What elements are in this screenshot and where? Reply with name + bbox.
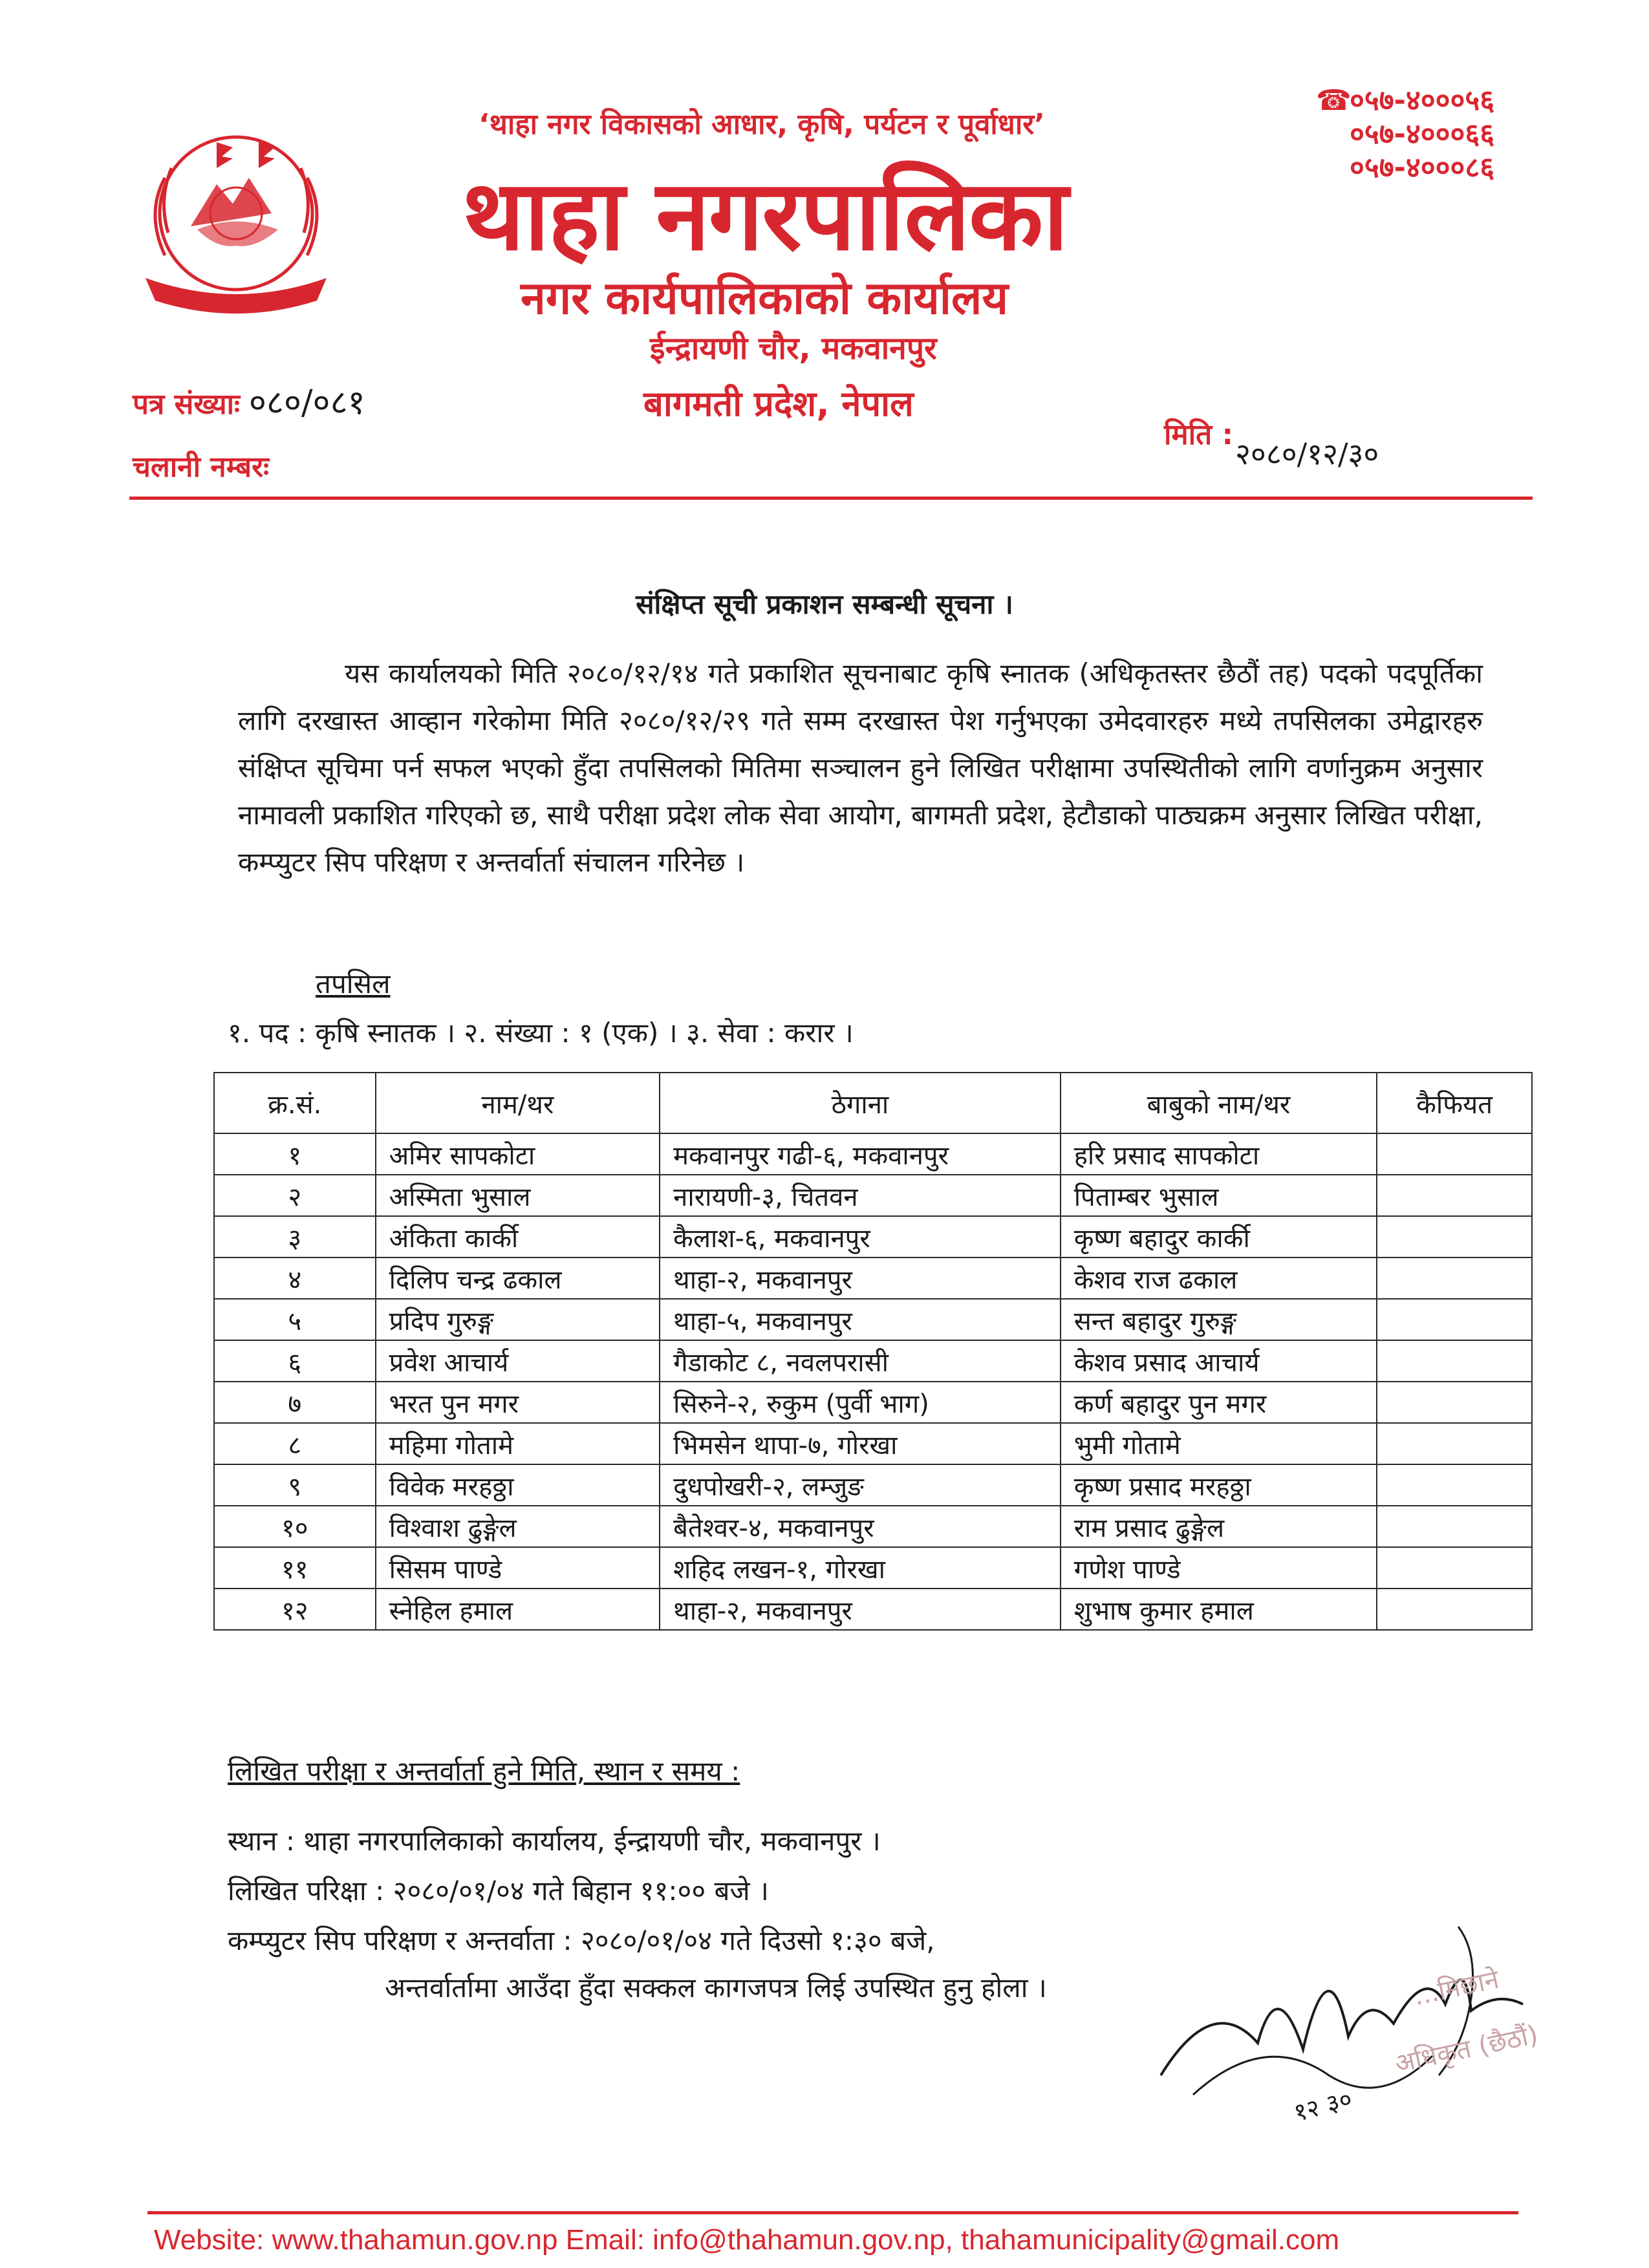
phone-number: ०५७-४०००८६ bbox=[1350, 151, 1495, 184]
cell-address: नारायणी-३, चितवन bbox=[660, 1175, 1061, 1216]
column-header-remarks: कैफियत bbox=[1377, 1073, 1532, 1133]
cell-remarks bbox=[1377, 1175, 1532, 1216]
column-header-name: नाम/थर bbox=[376, 1073, 660, 1133]
post-details: १. पद : कृषि स्नातक । २. संख्या : १ (एक) । ३. सेवा : करार । bbox=[228, 1017, 854, 1049]
cell-remarks bbox=[1377, 1257, 1532, 1299]
letter-number-row bbox=[133, 378, 365, 424]
cell-address: थाहा-२, मकवानपुर bbox=[660, 1589, 1061, 1630]
written-exam-schedule: लिखित परिक्षा : २०८०/०१/०४ गते बिहान ११:०० बजे । bbox=[228, 1875, 769, 1907]
table-row bbox=[214, 1216, 1532, 1257]
cell-address: गैडाकोट ८, नवलपरासी bbox=[660, 1340, 1061, 1382]
notice-title: संक्षिप्त सूची प्रकाशन सम्बन्धी सूचना । bbox=[636, 588, 1013, 620]
slogan: ‘थाहा नगर विकासको आधार, कृषि, पर्यटन र पूर्वाधार’ bbox=[479, 108, 1045, 141]
cell-father-name: सन्त बहादुर गुरुङ्ग bbox=[1061, 1299, 1377, 1340]
cell-name: भरत पुन मगर bbox=[376, 1382, 660, 1423]
stamp-title: अधिकृत (छैठौं) bbox=[1392, 2020, 1541, 2079]
cell-serial: १० bbox=[214, 1506, 376, 1547]
column-header-address: ठेगाना bbox=[660, 1073, 1061, 1133]
cell-remarks bbox=[1377, 1547, 1532, 1589]
cell-name: अंकिता कार्की bbox=[376, 1216, 660, 1257]
cell-father-name: कृष्ण बहादुर कार्की bbox=[1061, 1216, 1377, 1257]
cell-address: थाहा-५, मकवानपुर bbox=[660, 1299, 1061, 1340]
cell-serial: ९ bbox=[214, 1464, 376, 1506]
cell-father-name: केशव राज ढकाल bbox=[1061, 1257, 1377, 1299]
cell-serial: ४ bbox=[214, 1257, 376, 1299]
cell-serial: ७ bbox=[214, 1382, 376, 1423]
cell-address: बैतेश्वर-४, मकवानपुर bbox=[660, 1506, 1061, 1547]
phone-row bbox=[1316, 84, 1494, 118]
cell-serial: २ bbox=[214, 1175, 376, 1216]
cell-name: प्रवेश आचार्य bbox=[376, 1340, 660, 1382]
telephone-icon: ☎ bbox=[1316, 84, 1352, 117]
cell-name: अमिर सापकोटा bbox=[376, 1133, 660, 1175]
phone-row bbox=[1316, 151, 1494, 185]
cell-remarks bbox=[1377, 1216, 1532, 1257]
table-row bbox=[214, 1506, 1532, 1547]
interview-schedule: कम्प्युटर सिप परिक्षण र अन्तर्वाता : २०८०/०१/०४ गते दिउसो १:३० बजे, bbox=[228, 1925, 935, 1956]
footer-divider bbox=[147, 2211, 1518, 2214]
table-row bbox=[214, 1423, 1532, 1464]
header-divider bbox=[129, 497, 1533, 500]
table-row bbox=[214, 1589, 1532, 1630]
cell-father-name: पिताम्बर भुसाल bbox=[1061, 1175, 1377, 1216]
cell-father-name: राम प्रसाद ढुङ्गेल bbox=[1061, 1506, 1377, 1547]
phone-row bbox=[1316, 118, 1494, 151]
dispatch-number-label: चलानी नम्बरः bbox=[133, 451, 270, 484]
cell-father-name: केशव प्रसाद आचार्य bbox=[1061, 1340, 1377, 1382]
table-row bbox=[214, 1133, 1532, 1175]
cell-remarks bbox=[1377, 1464, 1532, 1506]
cell-serial: ३ bbox=[214, 1216, 376, 1257]
letter-number-value: ०८०/०८१ bbox=[248, 383, 365, 422]
stamp-name: ...मिछाने bbox=[1411, 1964, 1502, 2012]
table-row bbox=[214, 1340, 1532, 1382]
cell-address: भिमसेन थापा-७, गोरखा bbox=[660, 1423, 1061, 1464]
table-header-row bbox=[214, 1073, 1532, 1133]
cell-address: सिरुने-२, रुकुम (पुर्वी भाग) bbox=[660, 1382, 1061, 1423]
cell-father-name: शुभाष कुमार हमाल bbox=[1061, 1589, 1377, 1630]
cell-remarks bbox=[1377, 1382, 1532, 1423]
cell-father-name: कृष्ण प्रसाद मरहठ्ठा bbox=[1061, 1464, 1377, 1506]
exam-heading: लिखित परीक्षा र अन्तर्वार्ता हुने मिति, स्थान र समय : bbox=[228, 1755, 740, 1787]
emblem-icon bbox=[120, 116, 352, 330]
cell-serial: ६ bbox=[214, 1340, 376, 1382]
table-row bbox=[214, 1257, 1532, 1299]
phone-numbers bbox=[1316, 84, 1494, 185]
cell-address: दुधपोखरी-२, लम्जुङ bbox=[660, 1464, 1061, 1506]
column-header-serial: क्र.सं. bbox=[214, 1073, 376, 1133]
phone-number: ०५७-४०००५६ bbox=[1350, 84, 1495, 117]
table-row bbox=[214, 1299, 1532, 1340]
organization-name: थाहा नगरपालिका bbox=[462, 160, 1068, 272]
cell-father-name: भुमी गोतामे bbox=[1061, 1423, 1377, 1464]
province-line: बागमती प्रदेश, नेपाल bbox=[643, 383, 914, 424]
footer-contact-line: Website: www.thahamun.gov.np Email: info@thahamun.gov.np, thahamunicipality@gmail.com bbox=[154, 2224, 1340, 2256]
cell-name: महिमा गोतामे bbox=[376, 1423, 660, 1464]
date-value: २०८०/१२/३० bbox=[1235, 436, 1379, 471]
office-address: ईन्द्रायणी चौर, मकवानपुर bbox=[650, 330, 937, 367]
cell-remarks bbox=[1377, 1589, 1532, 1630]
office-name: नगर कार्यपालिकाको कार्यालय bbox=[521, 272, 1009, 325]
cell-name: प्रदिप गुरुङ्ग bbox=[376, 1299, 660, 1340]
cell-father-name: गणेश पाण्डे bbox=[1061, 1547, 1377, 1589]
date-label: मिति : bbox=[1164, 418, 1234, 451]
cell-serial: ५ bbox=[214, 1299, 376, 1340]
cell-name: स्नेहिल हमाल bbox=[376, 1589, 660, 1630]
signature-stamp bbox=[1135, 1914, 1562, 2140]
cell-remarks bbox=[1377, 1423, 1532, 1464]
cell-serial: १ bbox=[214, 1133, 376, 1175]
cell-name: दिलिप चन्द्र ढकाल bbox=[376, 1257, 660, 1299]
cell-serial: ८ bbox=[214, 1423, 376, 1464]
signature-date: १२ ३० bbox=[1291, 2084, 1355, 2128]
table-row bbox=[214, 1547, 1532, 1589]
cell-serial: ११ bbox=[214, 1547, 376, 1589]
notice-body: यस कार्यालयको मिति २०८०/१२/१४ गते प्रकाशित सूचनाबाट कृषि स्नातक (अधिकृतस्तर छैठौं तह) पदको पदपूर्तिका लागि दरखास्त आव्हान गरेकोमा मिति २०८०/१२/२९ गते सम्म दरखास्त पेश गर्नुभएका उमेदवारहरु मध्ये तपसिलका उमेद्वारहरु संक्षिप्त सूचिमा पर्न सफल भएको हुँदा तपसिलको मितिमा सञ्चालन हुने लिखित परीक्षामा उपस्थितीको लागि वर्णानुक्रम अनुसार नामावली प्रकाशित गरिएको छ, साथै परीक्षा प्रदेश लोक सेवा आयोग, बागमती प्रदेश, हेटौडाको पाठ्यक्रम अनुसार लिखित परीक्षा, कम्प्युटर सिप परिक्षण र अन्तर्वार्ता संचालन गरिनेछ । bbox=[238, 658, 1483, 878]
cell-name: सिसम पाण्डे bbox=[376, 1547, 660, 1589]
cell-address: थाहा-२, मकवानपुर bbox=[660, 1257, 1061, 1299]
cell-name: विश्वाश ढुङ्गेल bbox=[376, 1506, 660, 1547]
cell-address: कैलाश-६, मकवानपुर bbox=[660, 1216, 1061, 1257]
cell-remarks bbox=[1377, 1299, 1532, 1340]
cell-address: मकवानपुर गढी-६, मकवानपुर bbox=[660, 1133, 1061, 1175]
letter-number-label: पत्र संख्याः bbox=[133, 388, 240, 421]
candidates-table bbox=[213, 1072, 1533, 1631]
cell-remarks bbox=[1377, 1133, 1532, 1175]
cell-remarks bbox=[1377, 1340, 1532, 1382]
attendance-note: अन्तर्वार्तामा आउँदा हुँदा सक्कल कागजपत्र लिई उपस्थित हुनु होला । bbox=[385, 1972, 1047, 2004]
cell-name: विवेक मरहठ्ठा bbox=[376, 1464, 660, 1506]
cell-serial: १२ bbox=[214, 1589, 376, 1630]
cell-father-name: हरि प्रसाद सापकोटा bbox=[1061, 1133, 1377, 1175]
cell-address: शहिद लखन-१, गोरखा bbox=[660, 1547, 1061, 1589]
exam-venue: स्थान : थाहा नगरपालिकाको कार्यालय, ईन्द्रायणी चौर, मकवानपुर । bbox=[228, 1825, 881, 1857]
table-row bbox=[214, 1464, 1532, 1506]
cell-remarks bbox=[1377, 1506, 1532, 1547]
schedule-heading: तपसिल bbox=[316, 968, 391, 1000]
column-header-father-name: बाबुको नाम/थर bbox=[1061, 1073, 1377, 1133]
table-row bbox=[214, 1175, 1532, 1216]
table-row bbox=[214, 1382, 1532, 1423]
nepal-emblem-logo bbox=[120, 116, 352, 330]
cell-name: अस्मिता भुसाल bbox=[376, 1175, 660, 1216]
phone-number: ०५७-४०००६६ bbox=[1350, 118, 1495, 151]
cell-father-name: कर्ण बहादुर पुन मगर bbox=[1061, 1382, 1377, 1423]
